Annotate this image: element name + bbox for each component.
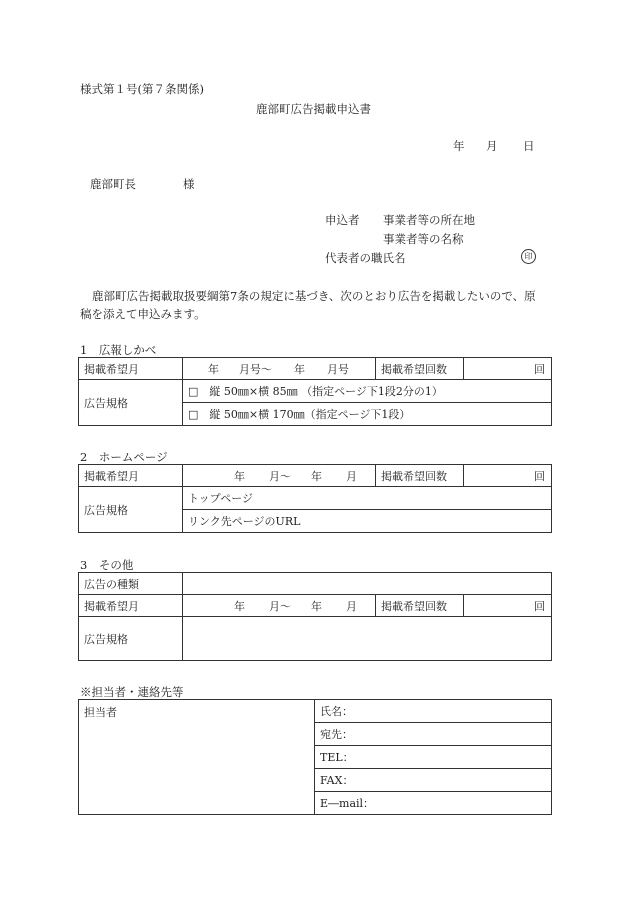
section-2-table: [78, 464, 552, 533]
applicant-address-label: 事業者等の所在地: [383, 213, 475, 227]
applicant-rep-label: 代表者の職氏名: [325, 251, 406, 265]
s1-option-1[interactable]: □ 縦 50㎜×横 85㎜ （指定ページ下1段2分の1）: [183, 380, 552, 403]
s2-period-field[interactable]: [183, 465, 376, 487]
person-in-charge-label: 担当者: [79, 700, 315, 815]
s2-month-1: 月～: [269, 469, 291, 483]
date-day: 日: [523, 139, 535, 153]
s3-month-1: 月～: [269, 599, 291, 613]
s1-year-2: 年: [294, 362, 305, 376]
intro-line-2: 稿を添えて申込みます。: [80, 307, 206, 321]
s3-count-field[interactable]: 回: [464, 595, 552, 617]
s1-year-1: 年: [208, 362, 219, 376]
s1-count-field[interactable]: 回: [464, 358, 552, 380]
s3-spec-field[interactable]: [183, 617, 552, 661]
s2-option-link-url[interactable]: リンク先ページのURL: [183, 510, 552, 533]
contact-name-field[interactable]: 氏名：: [315, 700, 552, 723]
s2-spec-label: 広告規格: [79, 487, 183, 533]
s3-period-field[interactable]: [183, 595, 376, 617]
s2-year-2: 年: [311, 469, 322, 483]
s2-option-top-page[interactable]: トップページ: [183, 487, 552, 510]
contact-address-field[interactable]: 宛先：: [315, 723, 552, 746]
section-2-heading: 2 ホームページ: [80, 450, 168, 464]
section-1-heading: 1 広報しかべ: [80, 343, 157, 357]
contact-heading: ※担当者・連絡先等: [80, 685, 184, 699]
s1-period-label: 掲載希望月: [79, 358, 183, 380]
s2-month-2: 月: [346, 469, 357, 483]
contact-fax-field[interactable]: FAX：: [315, 769, 552, 792]
s1-count-label: 掲載希望回数: [376, 358, 464, 380]
intro-line-1: 鹿部町広告掲載取扱要綱第7条の規定に基づき、次のとおり広告を掲載したいので、原: [92, 289, 536, 303]
s3-year-2: 年: [311, 599, 322, 613]
date-month: 月: [486, 139, 498, 153]
s2-count-label: 掲載希望回数: [376, 465, 464, 487]
s1-period-field[interactable]: [183, 358, 376, 380]
seal-mark: 印: [521, 249, 536, 264]
s1-month-2: 月号: [327, 362, 349, 376]
addressee-honorific: 様: [183, 177, 195, 191]
s2-period-label: 掲載希望月: [79, 465, 183, 487]
s1-option-2[interactable]: □ 縦 50㎜×横 170㎜（指定ページ下1段）: [183, 403, 552, 426]
s3-type-field[interactable]: [183, 573, 552, 595]
addressee-name: 鹿部町長: [90, 177, 136, 191]
applicant-label: 申込者: [325, 213, 360, 227]
s1-month-1: 月号～: [239, 362, 272, 376]
s3-year-1: 年: [234, 599, 245, 613]
contact-email-field[interactable]: E―mail：: [315, 792, 552, 815]
s3-type-label: 広告の種類: [79, 573, 183, 595]
section-3-table: [78, 572, 552, 661]
s2-year-1: 年: [234, 469, 245, 483]
applicant-name-label: 事業者等の名称: [383, 232, 464, 246]
section-1-table: [78, 357, 552, 426]
s2-count-field[interactable]: 回: [464, 465, 552, 487]
s1-spec-label: 広告規格: [79, 380, 183, 426]
s3-spec-label: 広告規格: [79, 617, 183, 661]
s3-count-label: 掲載希望回数: [376, 595, 464, 617]
form-title: 鹿部町広告掲載申込書: [256, 102, 371, 116]
section-3-heading: 3 その他: [80, 558, 134, 572]
form-number: 様式第１号(第７条関係): [80, 82, 204, 96]
contact-table: [78, 699, 552, 815]
date-year: 年: [453, 139, 465, 153]
contact-tel-field[interactable]: TEL：: [315, 746, 552, 769]
s3-month-2: 月: [346, 599, 357, 613]
s3-period-label: 掲載希望月: [79, 595, 183, 617]
